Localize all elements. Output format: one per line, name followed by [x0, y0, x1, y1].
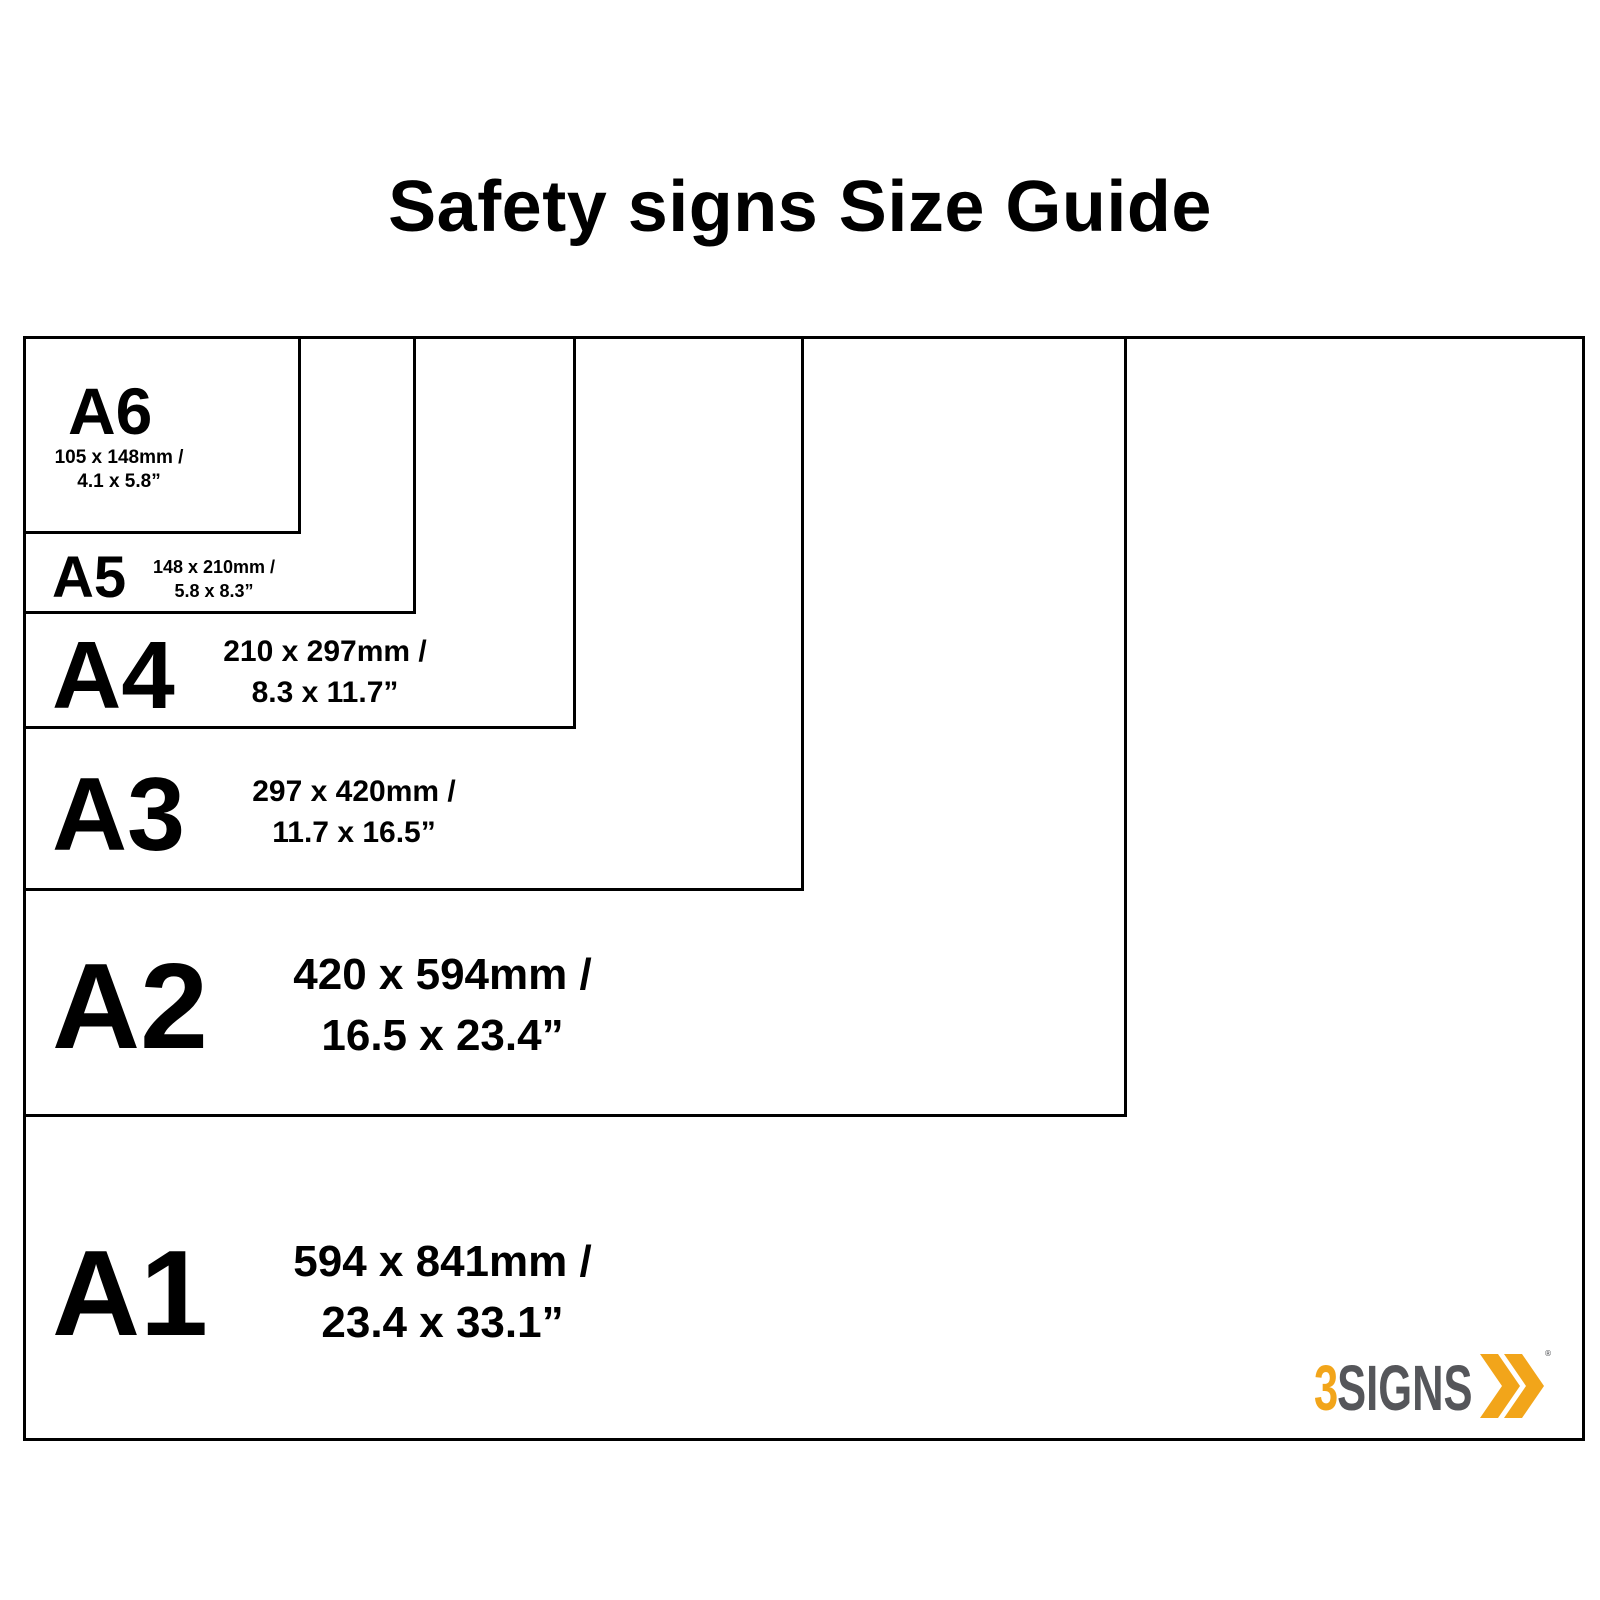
a4-metric: 210 x 297mm / — [223, 635, 427, 668]
a3-label: A3 — [52, 757, 185, 873]
logo-digit: 3 — [1314, 1351, 1339, 1418]
a6-label: A6 — [68, 374, 153, 448]
a2-imperial: 16.5 x 23.4” — [321, 1011, 564, 1060]
a6-dimensions — [48, 446, 190, 494]
registered-mark: ® — [1544, 1349, 1552, 1358]
a5-dimensions — [144, 555, 284, 603]
a1-label: A1 — [52, 1225, 208, 1361]
double-chevron-icon — [1480, 1354, 1544, 1418]
a1-imperial: 23.4 x 33.1” — [321, 1298, 564, 1347]
a2-metric: 420 x 594mm / — [293, 950, 592, 999]
a5-label: A5 — [52, 545, 127, 610]
a3-metric: 297 x 420mm / — [252, 775, 456, 808]
a5-imperial: 5.8 x 8.3” — [174, 581, 254, 601]
a4-label: A4 — [52, 622, 175, 729]
a2-label: A2 — [52, 938, 208, 1074]
a6-imperial: 4.1 x 5.8” — [77, 471, 161, 492]
a4-imperial: 8.3 x 11.7” — [251, 676, 399, 709]
a4-dimensions — [205, 631, 445, 713]
logo-word: SIGNS — [1337, 1351, 1473, 1418]
a3-dimensions — [232, 771, 476, 853]
sheet-a6-outline — [23, 336, 301, 534]
3signs-logo — [1314, 1346, 1552, 1418]
a1-metric: 594 x 841mm / — [293, 1237, 592, 1286]
a5-metric: 148 x 210mm / — [152, 557, 276, 577]
a6-metric: 105 x 148mm / — [54, 447, 184, 468]
a1-dimensions — [264, 1231, 621, 1353]
a2-dimensions — [264, 944, 621, 1066]
a3-imperial: 11.7 x 16.5” — [272, 816, 436, 849]
page-title: Safety signs Size Guide — [388, 167, 1212, 247]
